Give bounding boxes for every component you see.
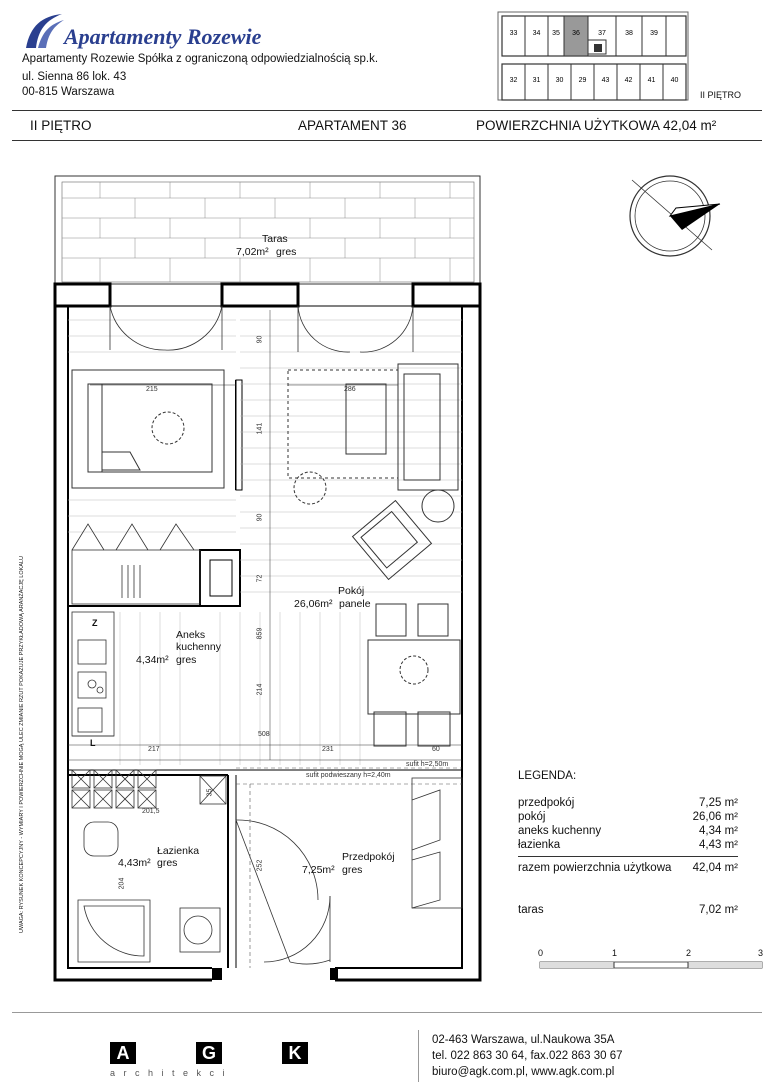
ceiling-height: sufit h=2,50m [406, 761, 449, 768]
disclaimer-note: UWAGA: RYSUNEK KONCEPCYJNY - WYMIARY I POWIERZCHNIE MOGĄ ULEC ZMIANIE RZUT POKAZUJE PRZYKŁADOWĄ ARANŻACJĘ LOKALU [19, 555, 25, 933]
dim-231: 231 [322, 746, 334, 753]
terrace-doors [110, 306, 413, 352]
przedpokoj-floor: gres [342, 864, 363, 876]
terrace [55, 176, 480, 284]
scale-2: 2 [686, 948, 692, 958]
key-unit-label: 30 [555, 77, 564, 84]
key-unit-label: 31 [532, 77, 541, 84]
legend-divider [518, 856, 738, 857]
key-unit-label: 33 [509, 30, 518, 37]
key-unit-label: 40 [670, 77, 679, 84]
pokoj-floor: panele [339, 598, 371, 610]
dim-252: 252 [256, 859, 264, 872]
legend-row-terrace [518, 904, 738, 916]
dim-60: 60 [432, 746, 440, 753]
dimension-lines [68, 310, 462, 760]
legend-value: 26,06 m² [692, 811, 738, 823]
footer-web: biuro@agk.com.pl, www.agk.com.pl [432, 1066, 615, 1078]
address-line-2: 00-815 Warszawa [22, 86, 115, 98]
pokoj-name: Pokój [338, 585, 365, 597]
dim-204: 204 [118, 877, 126, 890]
key-unit-label: 36 [572, 30, 580, 37]
key-unit-label: 43 [601, 77, 610, 84]
aneks-name-2: kuchenny [176, 641, 221, 653]
legend-label: pokój [518, 811, 546, 823]
taras-name: Taras [262, 233, 288, 245]
legend-row-przedpokoj [518, 797, 738, 809]
scale-0: 0 [538, 948, 544, 958]
legend-value: 7,25 m² [699, 797, 738, 809]
apartment-title: APARTAMENT 36 [298, 118, 407, 133]
dim-214: 214 [256, 683, 264, 696]
key-unit-label: 39 [650, 30, 658, 37]
dim-141: 141 [256, 422, 264, 435]
dim-90-top: 90 [256, 335, 264, 344]
footer-divider [12, 1012, 762, 1013]
company-name: Apartamenty Rozewie Spółka z ograniczoną odpowiedzialnością sp.k. [22, 53, 379, 65]
dim-35: 35 [206, 788, 214, 797]
lazienka-area: 4,43m² [118, 857, 151, 869]
legend-row-lazienka [518, 839, 738, 851]
floor-boards [68, 320, 462, 765]
aneks-floor: gres [176, 654, 197, 666]
area-title: POWIERZCHNIA UŻYTKOWA 42,04 m² [476, 118, 717, 133]
dim-217: 217 [148, 746, 160, 753]
legend-row-aneks [518, 825, 738, 837]
legend-total-value: 42,04 m² [692, 862, 738, 874]
dim-215: 215 [146, 386, 158, 393]
scale-1: 1 [612, 948, 618, 958]
legend-title: LEGENDA: [518, 770, 577, 782]
dim-286: 286 [344, 386, 356, 393]
key-unit-label: 38 [625, 30, 633, 37]
footer-separator [418, 1030, 419, 1082]
lazienka-name: Łazienka [157, 845, 200, 857]
legend-label: łazienka [518, 839, 561, 851]
living-room-furniture [288, 364, 460, 746]
footer-address: 02-463 Warszawa, ul.Naukowa 35A [432, 1034, 615, 1046]
taras-floor: gres [276, 246, 297, 258]
key-unit-label: 34 [532, 30, 541, 37]
lazienka-floor: gres [157, 857, 178, 869]
legend-row-total [518, 862, 738, 874]
pokoj-area: 26,06m² [294, 598, 333, 610]
agk-logo-k: K [282, 1042, 308, 1064]
key-unit-label: 32 [509, 77, 518, 84]
dim-201-5: 201,5 [142, 808, 160, 815]
suspended-ceiling-height: sufit podwieszany h=2,40m [306, 772, 391, 779]
fridge-marker: Z [92, 618, 98, 628]
walls [55, 284, 480, 980]
kitchen-counter [72, 612, 114, 736]
scale-3: 3 [758, 948, 764, 958]
key-unit-label: 41 [647, 77, 656, 84]
agk-logo-g: G [196, 1042, 222, 1064]
legend-terrace-value: 7,02 m² [699, 904, 738, 916]
scale-bar [540, 962, 762, 968]
key-unit-label: 29 [578, 77, 587, 84]
hall-wardrobe [412, 778, 462, 908]
legend-total-label: razem powierzchnia użytkowa [518, 862, 672, 874]
dim-72: 72 [256, 574, 264, 583]
legend-row-pokoj [518, 811, 738, 823]
przedpokoj-area: 7,25m² [302, 864, 335, 876]
logo-text: Apartamenty Rozewie [64, 24, 262, 49]
legend [518, 770, 738, 920]
legend-label: aneks kuchenny [518, 825, 602, 837]
aneks-area: 4,34m² [136, 654, 169, 666]
key-unit-label: 35 [552, 30, 560, 37]
wardrobe [72, 524, 200, 604]
footer-phone: tel. 022 863 30 64, fax.022 863 30 67 [432, 1050, 623, 1062]
legend-value: 4,43 m² [699, 839, 738, 851]
legend-value: 4,34 m² [699, 825, 738, 837]
cabinet-marker: L [90, 738, 96, 748]
aneks-name-1: Aneks [176, 629, 206, 641]
przedpokoj-name: Przedpokój [342, 851, 395, 863]
dim-508: 508 [258, 731, 270, 738]
dim-859: 859 [256, 627, 264, 640]
agk-logo-a: A [110, 1042, 136, 1064]
legend-label: przedpokój [518, 797, 575, 809]
agk-logo [110, 1042, 310, 1082]
legend-terrace-label: taras [518, 904, 544, 916]
dim-90-mid: 90 [256, 513, 264, 522]
address-line-1: ul. Sienna 86 lok. 43 [22, 71, 127, 83]
key-plan-floor: II PIĘTRO [700, 90, 742, 100]
key-unit-label: 37 [598, 30, 606, 37]
key-unit-label: 42 [624, 77, 633, 84]
agk-architekci: a r c h i t e k c i [110, 1068, 228, 1078]
floor-title: II PIĘTRO [30, 118, 92, 133]
taras-area: 7,02m² [236, 246, 269, 258]
